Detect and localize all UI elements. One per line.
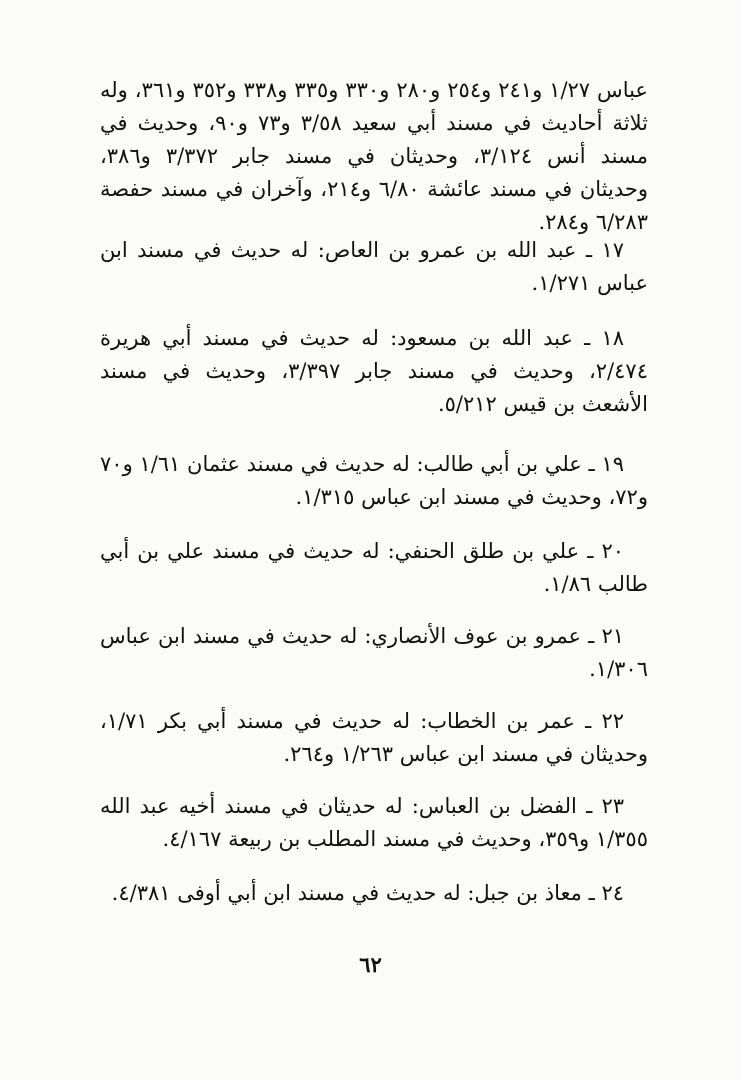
entry-21: ٢١ ـ عمرو بن عوف الأنصاري: له حديث في مسند ابن عباس ١/٣٠٦. xyxy=(100,624,648,681)
entry-23: ٢٣ ـ الفضل بن العباس: له حديثان في مسند أخيه عبد الله ١/٣٥٥ و٣٥٩، وحديث في مسند المطلب بن ربيعة ٤/١٦٧. xyxy=(100,794,648,851)
entry-18: ١٨ ـ عبد الله بن مسعود: له حديث في مسند أبي هريرة ٢/٤٧٤، وحديث في مسند جابر ٣/٣٩٧، وحديث في مسند الأشعث بن قيس ٥/٢١٢. xyxy=(100,326,648,416)
intro-paragraph: عباس ١/٢٧ و٢٤١ و٢٥٤ و٢٨٠ و٣٣٠ و٣٣٥ و٣٣٨ و٣٥٢ و٣٦١، وله ثلاثة أحاديث في مسند أبي سعيد ٣/٥٨ و٧٣ و٩٠، وحديث في مسند أنس ٣/١٢٤، وحديثان في مسند جابر ٣/٣٧٢ و٣٨٦، وحديثان في مسند عائشة ٦/٨٠ و٢١٤، وآخران في مسند حفصة ٦/٢٨٣ و٢٨٤. xyxy=(100,78,649,234)
entry-17: ١٧ ـ عبد الله بن عمرو بن العاص: له حديث في مسند ابن عباس ١/٢٧١. xyxy=(100,238,648,295)
page-number: ٦٢ xyxy=(359,952,382,977)
entry-20: ٢٠ ـ علي بن طلق الحنفي: له حديث في مسند علي بن أبي طالب ١/٨٦. xyxy=(100,539,648,596)
entry-19: ١٩ ـ علي بن أبي طالب: له حديث في مسند عثمان ١/٦١ و٧٠ و٧٢، وحديث في مسند ابن عباس ١/٣١٥. xyxy=(100,452,648,509)
entry-22: ٢٢ ـ عمر بن الخطاب: له حديث في مسند أبي بكر ١/٧١، وحديثان في مسند ابن عباس ١/٢٦٣ و٢٦٤. xyxy=(100,709,648,766)
entry-24: ٢٤ ـ معاذ بن جبل: له حديث في مسند ابن أبي أوفى ٤/٣٨١. xyxy=(111,881,624,905)
